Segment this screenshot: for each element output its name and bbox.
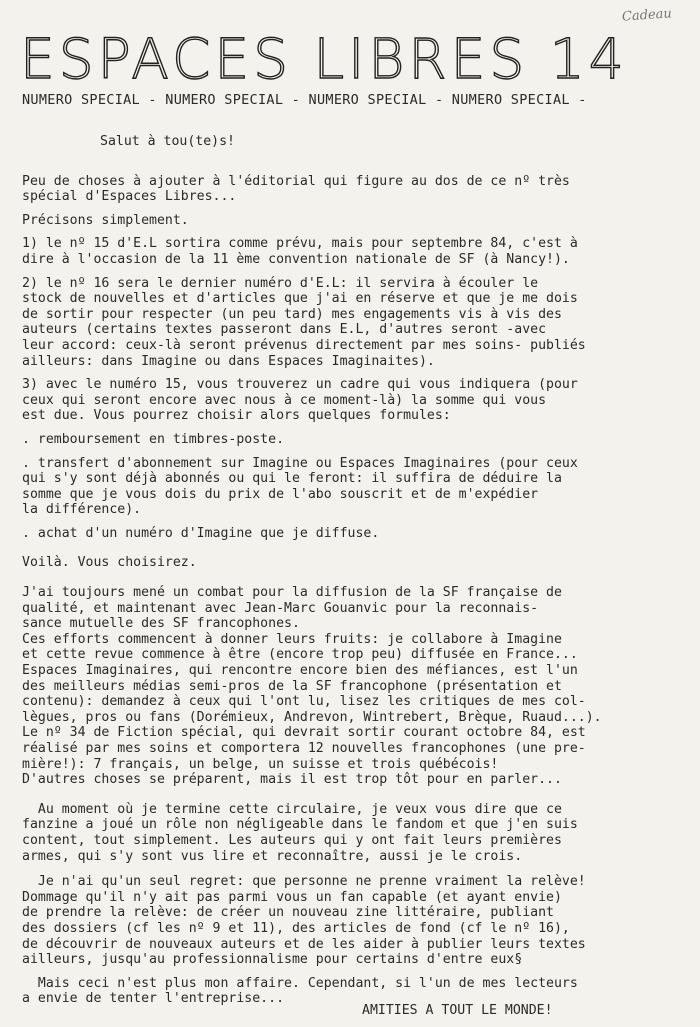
item-2: 2) le nº 16 sera le dernier numéro d'E.L: il servira à écouler le stock de nouvelles et d'articles que j'ai en réserve et que je me dois de sortir pour respecter (un peu tard) mes engagements vis à vis des auteurs (certains textes passeront dans E.L, d'autres seront -avec leur accord: ceux-là seront prévenus directement par mes soins- publiés ailleurs: dans Imagine ou dans Espaces Imaginaites).	[22, 275, 586, 369]
option-2: . transfert d'abonnement sur Imagine ou Espaces Imaginaires (pour ceux qui s'y sont déjà abonnés ou qui le feront: il suffira de déduire la somme que je vous dois du prix de l'abo souscrit et de m'expédier la différence).	[22, 455, 578, 518]
intro-paragraph: Peu de choses à ajouter à l'éditorial qui figure au dos de ce nº très spécial d'Espaces Libres...	[22, 173, 570, 205]
item-1: 1) le nº 15 d'E.L sortira comme prévu, mais pour septembre 84, c'est à dire à l'occasion de la 11 ème convention nationale de SF (à Nancy!).	[22, 236, 578, 267]
closing-line: AMITIES A TOUT LE MONDE!	[362, 1002, 553, 1018]
voila-line: Voilà. Vous choisirez.	[22, 555, 197, 571]
combat-paragraph: J'ai toujours mené un combat pour la diffusion de la SF française de qualité, et maintenant avec Jean-Marc Gouanvic pour la reconnais- sance mutuelle des SF francophones. Ces efforts commencent à donner leurs fruits: je collabore à Imagine et cette revue commence à être (encore trop peu) diffusée en France... Espaces Imaginaires, qui rencontre encore bien des méfiances, est l'un des meilleurs médias semi-pros de la SF francophone (présentation et contenu): demandez à ceux qui l'ont lu, lisez les critiques de mes col- lègues, pros ou fans (Dorémieux, Andrevon, Wintrebert, Brèque, Ruaud...). Le nº 34 de Fiction spécial, qui devrait sortir courant octobre 84, est réalisé par mes soins et comportera 12 nouvelles francophones (une pre- mière!): 7 français, un belge, un suisse et trois québécois! D'autres choses se préparent, mais il est trop tôt pour en parler...	[22, 585, 602, 788]
ending-paragraph: Mais ceci n'est plus mon affaire. Cependant, si l'un de mes lecteurs a envie de tenter l'entreprise...	[22, 975, 578, 1007]
fanzine-paragraph: Au moment où je termine cette circulaire, je veux vous dire que ce fanzine a joué un rôle non négligeable dans le fandom et que j'en suis content, tout simplement. Les auteurs qui y ont fait leurs premières armes, qui s'y sont vus lire et reconnaître, aussi je le crois.	[22, 801, 578, 864]
option-1: . remboursement en timbres-poste.	[22, 431, 285, 447]
item-3: 3) avec le numéro 15, vous trouverez un cadre qui vous indiquera (pour ceux qui seront encore avec nous à ce moment-là) la somme qui vous est due. Vous pourrez choisir alors quelques formules:	[22, 377, 578, 424]
greeting: Salut à tou(te)s!	[100, 134, 235, 149]
regret-paragraph: Je n'ai qu'un seul regret: que personne ne prenne vraiment la relève! Dommage qu'il n'y ait pas parmi vous un fan capable (et ayant envie) de prendre la relève: de créer un nouveau zine littéraire, publiant des dossiers (cf les nº 9 et 11), des articles de fond (cf le nº 16), de découvrir de nouveaux auteurs et de les aider à publier leurs textes ailleurs, jusqu'au professionnalisme pour certains d'entre eux§	[22, 874, 586, 968]
page-title: ESPACES LIBRES 14	[20, 27, 628, 91]
handwritten-note: Cadeau	[621, 6, 673, 25]
letter-body	[22, 128, 678, 1027]
page-subtitle: NUMERO SPECIAL - NUMERO SPECIAL - NUMERO SPECIAL - NUMERO SPECIAL -	[22, 92, 587, 108]
precisons-line: Précisons simplement.	[22, 212, 189, 228]
option-3: . achat d'un numéro d'Imagine que je diffuse.	[22, 525, 380, 541]
